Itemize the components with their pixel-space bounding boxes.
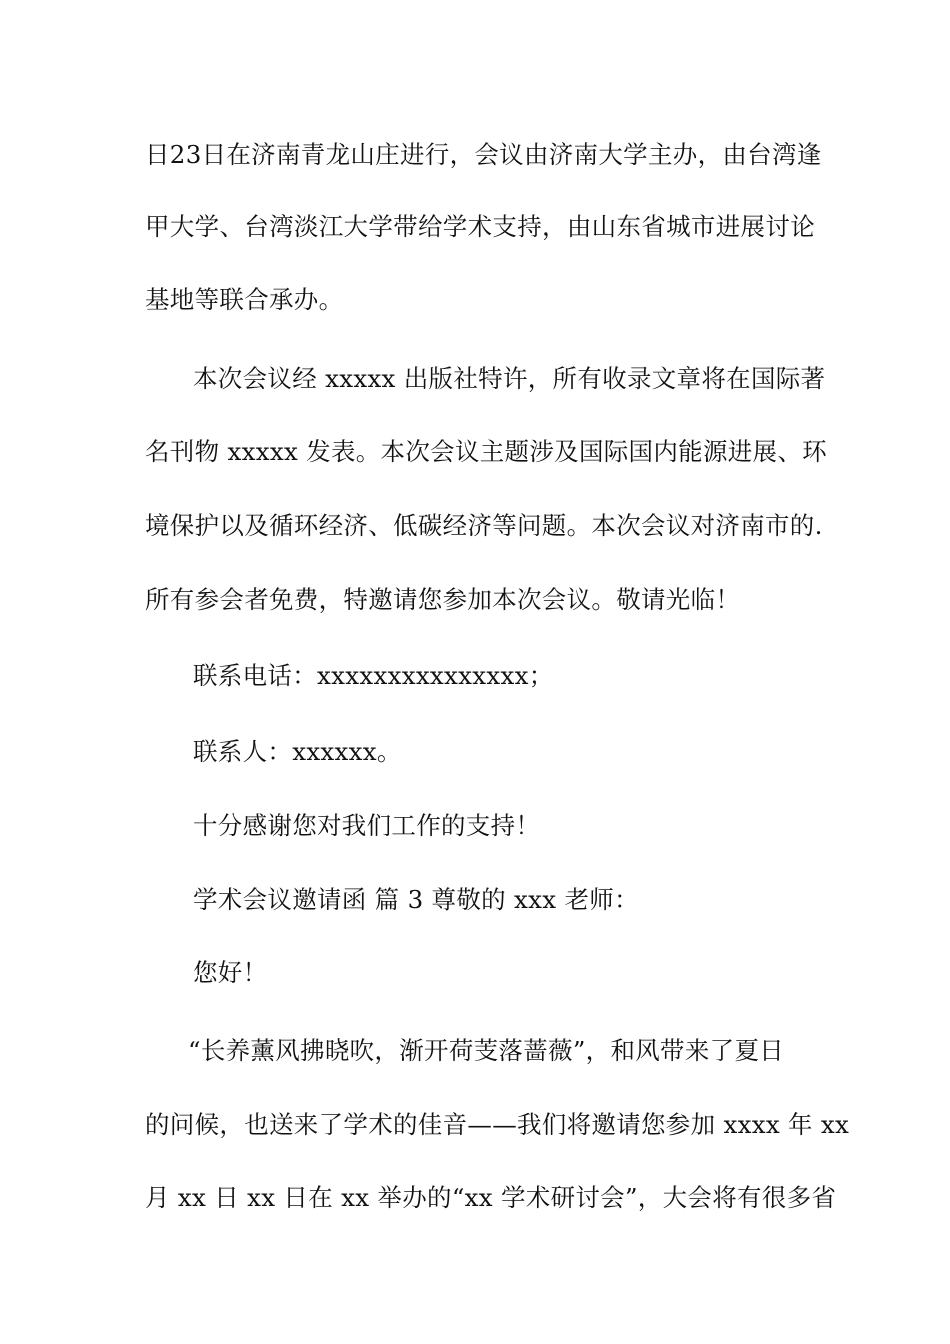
paragraph-line: “长养薰风拂晓吹，渐开荷芰落蔷薇”，和风带来了夏日: [188, 1036, 785, 1065]
paragraph-line: 所有参会者免费，特邀请您参加本次会议。敬请光临！: [145, 585, 741, 614]
greeting: 您好！: [193, 958, 268, 987]
section-heading: 学术会议邀请函 篇 3 尊敬的 xxx 老师：: [193, 885, 639, 914]
paragraph-line: 境保护以及循环经济、低碳经济等问题。本次会议对济南市的.: [145, 511, 823, 540]
paragraph-line: 的问候，也送来了学术的佳音——我们将邀请您参加 xxxx 年 xx: [145, 1110, 850, 1139]
paragraph-line: 名刊物 xxxxx 发表。本次会议主题涉及国际国内能源进展、环: [145, 437, 827, 466]
paragraph-line: 月 xx 日 xx 日在 xx 举办的“xx 学术研讨会”，大会将有很多省: [145, 1183, 837, 1212]
contact-phone: 联系电话：xxxxxxxxxxxxxxx；: [193, 661, 554, 690]
thanks-line: 十分感谢您对我们工作的支持！: [193, 811, 541, 840]
paragraph-line: 本次会议经 xxxxx 出版社特许，所有收录文章将在国际著: [193, 364, 826, 393]
paragraph-line: 甲大学、台湾淡江大学带给学术支持，由山东省城市进展讨论: [145, 212, 815, 241]
contact-person: 联系人：xxxxxx。: [193, 737, 402, 766]
paragraph-line: 基地等联合承办。: [145, 285, 344, 314]
paragraph-line: 日23日在济南青龙山庄进行，会议由济南大学主办，由台湾逢: [145, 140, 822, 169]
